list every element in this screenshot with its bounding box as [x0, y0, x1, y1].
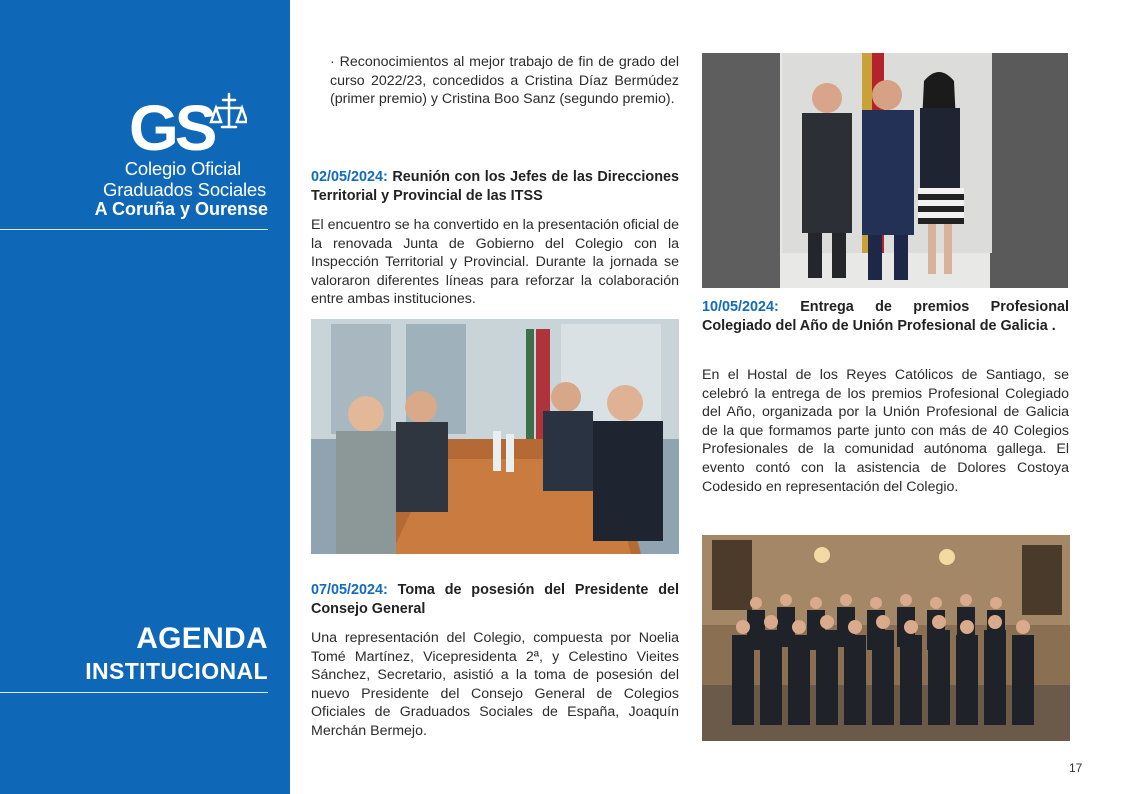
meeting-photo-graphic: [311, 319, 679, 554]
group-photo-graphic: [702, 535, 1070, 741]
section-subtitle: INSTITUCIONAL: [85, 658, 268, 684]
logo-mark: [127, 92, 247, 154]
logo: [60, 92, 275, 222]
entry-title: Entrega de premios Profesional Colegiado del Año de Unión Profesional de Galicia .: [702, 299, 1070, 334]
entry-heading-1005: [702, 298, 1069, 335]
logo-line-2: Graduados Sociales: [103, 179, 266, 200]
entry-title: Reunión con los Jefes de las Direcciones Territorial y Provincial de las ITSS: [311, 169, 679, 204]
award-photo-graphic: [702, 53, 1068, 288]
intro-paragraph: [330, 53, 679, 109]
award-photo: [702, 53, 1068, 288]
sidebar: [0, 0, 290, 794]
entry-body-text: Una representación del Colegio, compuesta por Noelia Tomé Martínez, Vicepresidenta 2ª, y Celestino Vieites Sánchez, Secretario, asistió a la toma de posesión del nuevo Presidente del Consejo General de Colegios Oficiales de Graduados Sociales de España, Joaquín Merchán Bermejo.: [311, 630, 679, 739]
page-number: 17: [1069, 761, 1083, 775]
entry-heading-0205: [311, 168, 679, 205]
entry-body-0705: [311, 629, 679, 741]
intro-text: · Reconocimientos al mejor trabajo de fin de grado del curso 2022/23, concedidos a Cristina Díaz Bermúdez (primer premio) y Cristina Boo Sanz (segundo premio).: [330, 54, 679, 108]
entry-body-1005: [702, 366, 1069, 496]
entry-date: 10/05/2024:: [702, 299, 779, 315]
logo-line-1: Colegio Oficial: [124, 158, 241, 179]
group-photo: [702, 535, 1070, 741]
meeting-photo: [311, 319, 679, 554]
entry-body-0205: [311, 216, 679, 309]
section-title: AGENDA: [136, 622, 268, 655]
entry-body-text: En el Hostal de los Reyes Católicos de Santiago, se celebró la entrega de los premios Profesional Colegiado del Año, organizada por la Unión Profesional de Galicia de la que formamos parte junto con más de 40 Colegios Profesionales de la comunidad autónoma gallega. El evento contó con la asistencia de Dolores Costoya Codesido en representación del Colegio.: [702, 367, 1069, 495]
scales-of-justice-icon: [211, 94, 247, 127]
entry-title: Toma de posesión del Presidente del Consejo General: [311, 582, 680, 617]
logo-mark-text: GS: [129, 92, 214, 154]
entry-date: 02/05/2024:: [311, 169, 388, 185]
section-heading: [85, 622, 268, 687]
entry-body-text: El encuentro se ha convertido en la presentación oficial de la renovada Junta de Gobierno del Colegio con la Inspección Territorial y Provincial. Durante la jornada se valoraron diferentes líneas para reforzar la colaboración entre ambas instituciones.: [311, 217, 679, 308]
logo-line-3: A Coruña y Ourense: [94, 199, 268, 219]
divider-top: [0, 229, 268, 230]
divider-bottom: [0, 692, 268, 693]
entry-date: 07/05/2024:: [311, 582, 388, 598]
entry-heading-0705: [311, 581, 679, 618]
